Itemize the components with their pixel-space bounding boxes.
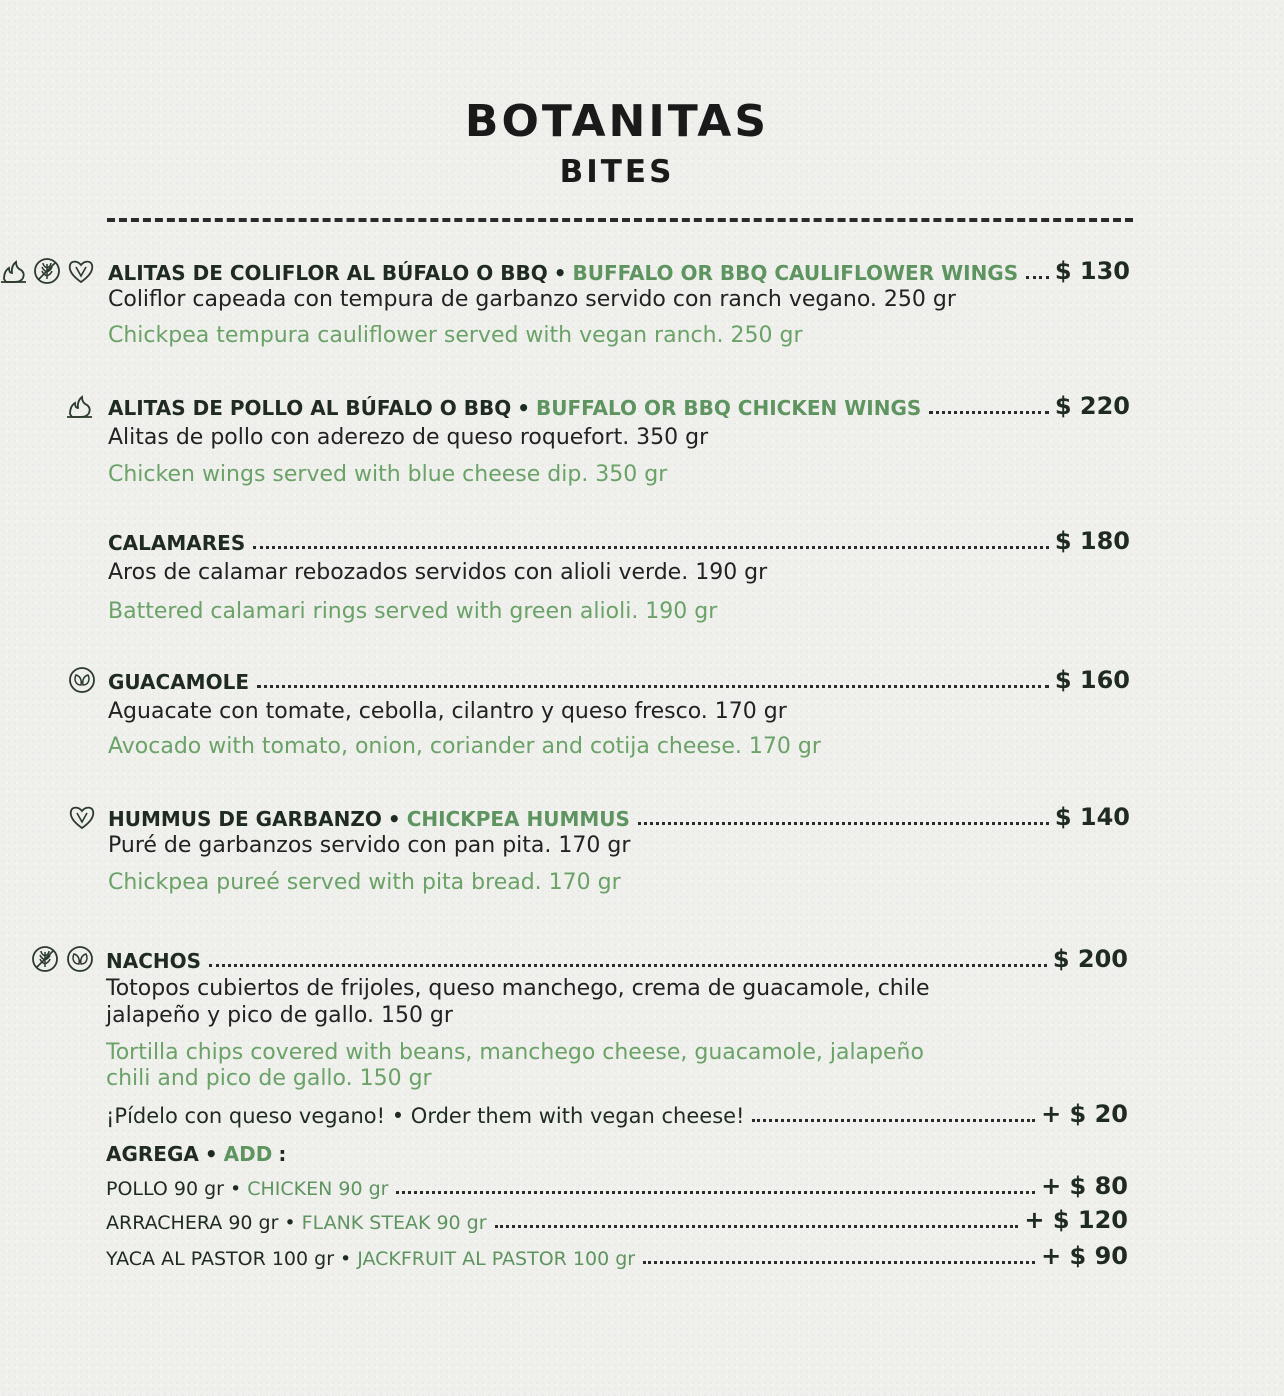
item-name-es: GUACAMOLE <box>108 670 249 694</box>
dot-leader <box>209 964 1047 967</box>
item-name-es: CALAMARES <box>108 531 246 555</box>
dashed-divider <box>107 218 1133 222</box>
dot-leader <box>752 1119 1035 1122</box>
item-price: $ 220 <box>1054 392 1130 420</box>
item-name-en: CHICKPEA HUMMUS <box>406 807 630 831</box>
gluten-free-icon <box>31 945 59 973</box>
item-description-en: Chickpea pureé served with pita bread. 170 gr <box>108 870 621 895</box>
menu-item-title <box>108 801 1130 831</box>
separator: • <box>230 1178 242 1200</box>
separator: • <box>387 807 401 831</box>
menu-item-title <box>108 664 1130 694</box>
item-description-en: Tortilla chips covered with beans, manchego cheese, guacamole, jalapeño <box>106 1040 924 1065</box>
add-option <box>106 1242 1128 1270</box>
item-description-en: Chicken wings served with blue cheese dip. 350 gr <box>108 462 668 487</box>
add-label-colon: : <box>278 1142 287 1166</box>
vegan-icon <box>68 803 96 831</box>
vegetarian-icon <box>66 945 94 973</box>
add-option-es: ARRACHERA 90 gr <box>106 1212 279 1234</box>
add-label-es: AGREGA <box>106 1142 199 1166</box>
item-description-es: Alitas de pollo con aderezo de queso roquefort. 350 gr <box>108 425 709 450</box>
add-option <box>106 1206 1128 1234</box>
item-description-es: Puré de garbanzos servido con pan pita. 170 gr <box>108 833 631 858</box>
item-price: $ 140 <box>1054 803 1130 831</box>
add-option-price: + $ 80 <box>1041 1172 1128 1200</box>
dot-leader <box>638 822 1049 825</box>
item-description-es: Coliflor capeada con tempura de garbanzo servido con ranch vegano. 250 gr <box>108 287 956 312</box>
add-option-es: POLLO 90 gr <box>106 1178 224 1200</box>
item-description-en: chili and pico de gallo. 150 gr <box>106 1066 432 1091</box>
menu-item-title <box>108 525 1130 555</box>
item-name-en: BUFFALO OR BBQ CHICKEN WINGS <box>536 396 922 420</box>
item-name-es: NACHOS <box>106 949 202 973</box>
item-name-es: ALITAS DE COLIFLOR AL BÚFALO O BBQ <box>108 261 548 285</box>
add-option-price: + $ 90 <box>1041 1242 1128 1270</box>
add-option-en: JACKFRUIT AL PASTOR 100 gr <box>357 1248 636 1270</box>
add-option-es: YACA AL PASTOR 100 gr <box>106 1248 334 1270</box>
dot-leader <box>495 1225 1019 1228</box>
item-description-en: Battered calamari rings served with green alioli. 190 gr <box>108 599 718 624</box>
add-option-price: + $ 120 <box>1024 1206 1128 1234</box>
add-label-en: ADD <box>223 1142 273 1166</box>
gluten-free-icon <box>33 257 61 285</box>
item-description-en: Avocado with tomato, onion, coriander and cotija cheese. 170 gr <box>108 734 821 759</box>
dot-leader <box>643 1261 1035 1264</box>
vegan-cheese-text: ¡Pídelo con queso vegano! • Order them with vegan cheese! <box>106 1104 745 1128</box>
dot-leader <box>396 1191 1035 1194</box>
item-price: $ 160 <box>1054 666 1130 694</box>
item-description-es: Aguacate con tomate, cebolla, cilantro y queso fresco. 170 gr <box>108 699 787 724</box>
vegan-icon <box>67 257 95 285</box>
spicy-icon <box>66 392 94 420</box>
item-description-en: Chickpea tempura cauliflower served with vegan ranch. 250 gr <box>108 323 803 348</box>
menu-item-title <box>106 943 1128 973</box>
separator: • <box>517 396 530 420</box>
dot-leader <box>257 685 1049 688</box>
item-price: $ 180 <box>1054 527 1130 555</box>
add-option <box>106 1172 1128 1200</box>
separator: • <box>553 261 567 285</box>
item-name-en: BUFFALO OR BBQ CAULIFLOWER WINGS <box>572 261 1019 285</box>
dot-leader <box>929 411 1049 414</box>
add-label <box>106 1138 286 1166</box>
dot-leader <box>1026 276 1049 279</box>
vegan-cheese-option <box>106 1100 1128 1128</box>
item-description-es: jalapeño y pico de gallo. 150 gr <box>106 1003 453 1028</box>
item-description-es: Totopos cubiertos de frijoles, queso manchego, crema de guacamole, chile <box>106 976 930 1001</box>
separator: • <box>204 1142 218 1166</box>
add-option-en: CHICKEN 90 gr <box>247 1178 389 1200</box>
separator: • <box>284 1212 296 1234</box>
item-price: $ 130 <box>1054 257 1130 285</box>
item-description-es: Aros de calamar rebozados servidos con alioli verde. 190 gr <box>108 560 768 585</box>
page-subtitle: BITES <box>559 154 675 190</box>
item-price: $ 200 <box>1052 945 1128 973</box>
menu-item-title <box>108 390 1130 420</box>
item-name-es: ALITAS DE POLLO AL BÚFALO O BBQ <box>108 396 512 420</box>
item-name-es: HUMMUS DE GARBANZO <box>108 807 382 831</box>
vegan-cheese-price: + $ 20 <box>1041 1100 1128 1128</box>
spicy-icon <box>0 257 28 285</box>
separator: • <box>340 1248 352 1270</box>
menu-item-title <box>108 255 1130 285</box>
vegetarian-icon <box>68 666 96 694</box>
add-option-en: FLANK STEAK 90 gr <box>301 1212 487 1234</box>
dot-leader <box>253 546 1049 549</box>
page-title: BOTANITAS <box>464 96 770 147</box>
